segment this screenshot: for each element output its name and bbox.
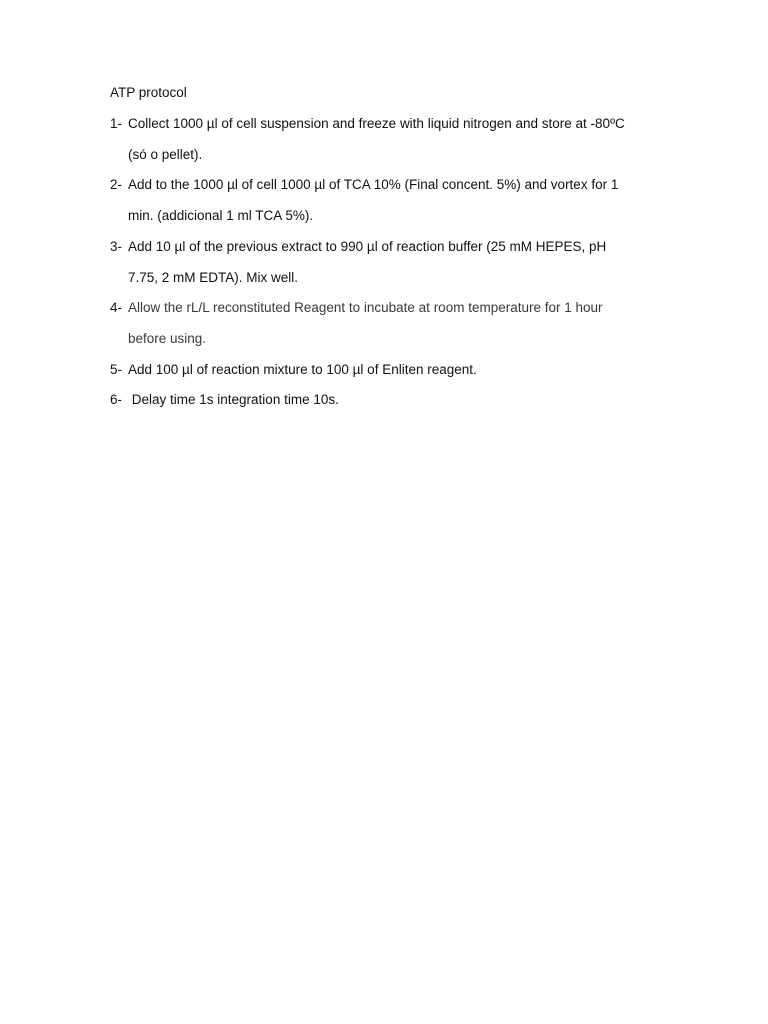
step-number: 6-: [110, 392, 123, 407]
step-text-line-2: (só o pellet).: [128, 147, 203, 162]
step-text-line-1: Add to the 1000 µl of cell 1000 µl of TCA 10% (Final concent. 5%) and vortex for 1: [128, 177, 619, 192]
step-text-line-2: before using.: [128, 331, 207, 346]
step-text-line-2: 7.75, 2 mM EDTA). Mix well.: [128, 270, 299, 285]
step-number: 5-: [110, 362, 123, 377]
step-text-line-1: Add 100 µl of reaction mixture to 100 µl of Enliten reagent.: [128, 362, 477, 377]
step-text-line-1: Delay time 1s integration time 10s.: [128, 392, 339, 407]
step-text-line-2: min. (addicional 1 ml TCA 5%).: [128, 208, 314, 223]
step-text-line-1: Collect 1000 µl of cell suspension and freeze with liquid nitrogen and store at -80ºC: [128, 116, 625, 131]
document-title: ATP protocol: [110, 85, 187, 100]
step-number: 4-: [110, 300, 123, 315]
step-number: 2-: [110, 177, 123, 192]
step-number: 3-: [110, 239, 123, 254]
step-number: 1-: [110, 116, 123, 131]
step-text-line-1: Add 10 µl of the previous extract to 990 µl of reaction buffer (25 mM HEPES, pH: [128, 239, 607, 254]
step-text-line-1: Allow the rL/L reconstituted Reagent to incubate at room temperature for 1 hour: [128, 300, 603, 315]
